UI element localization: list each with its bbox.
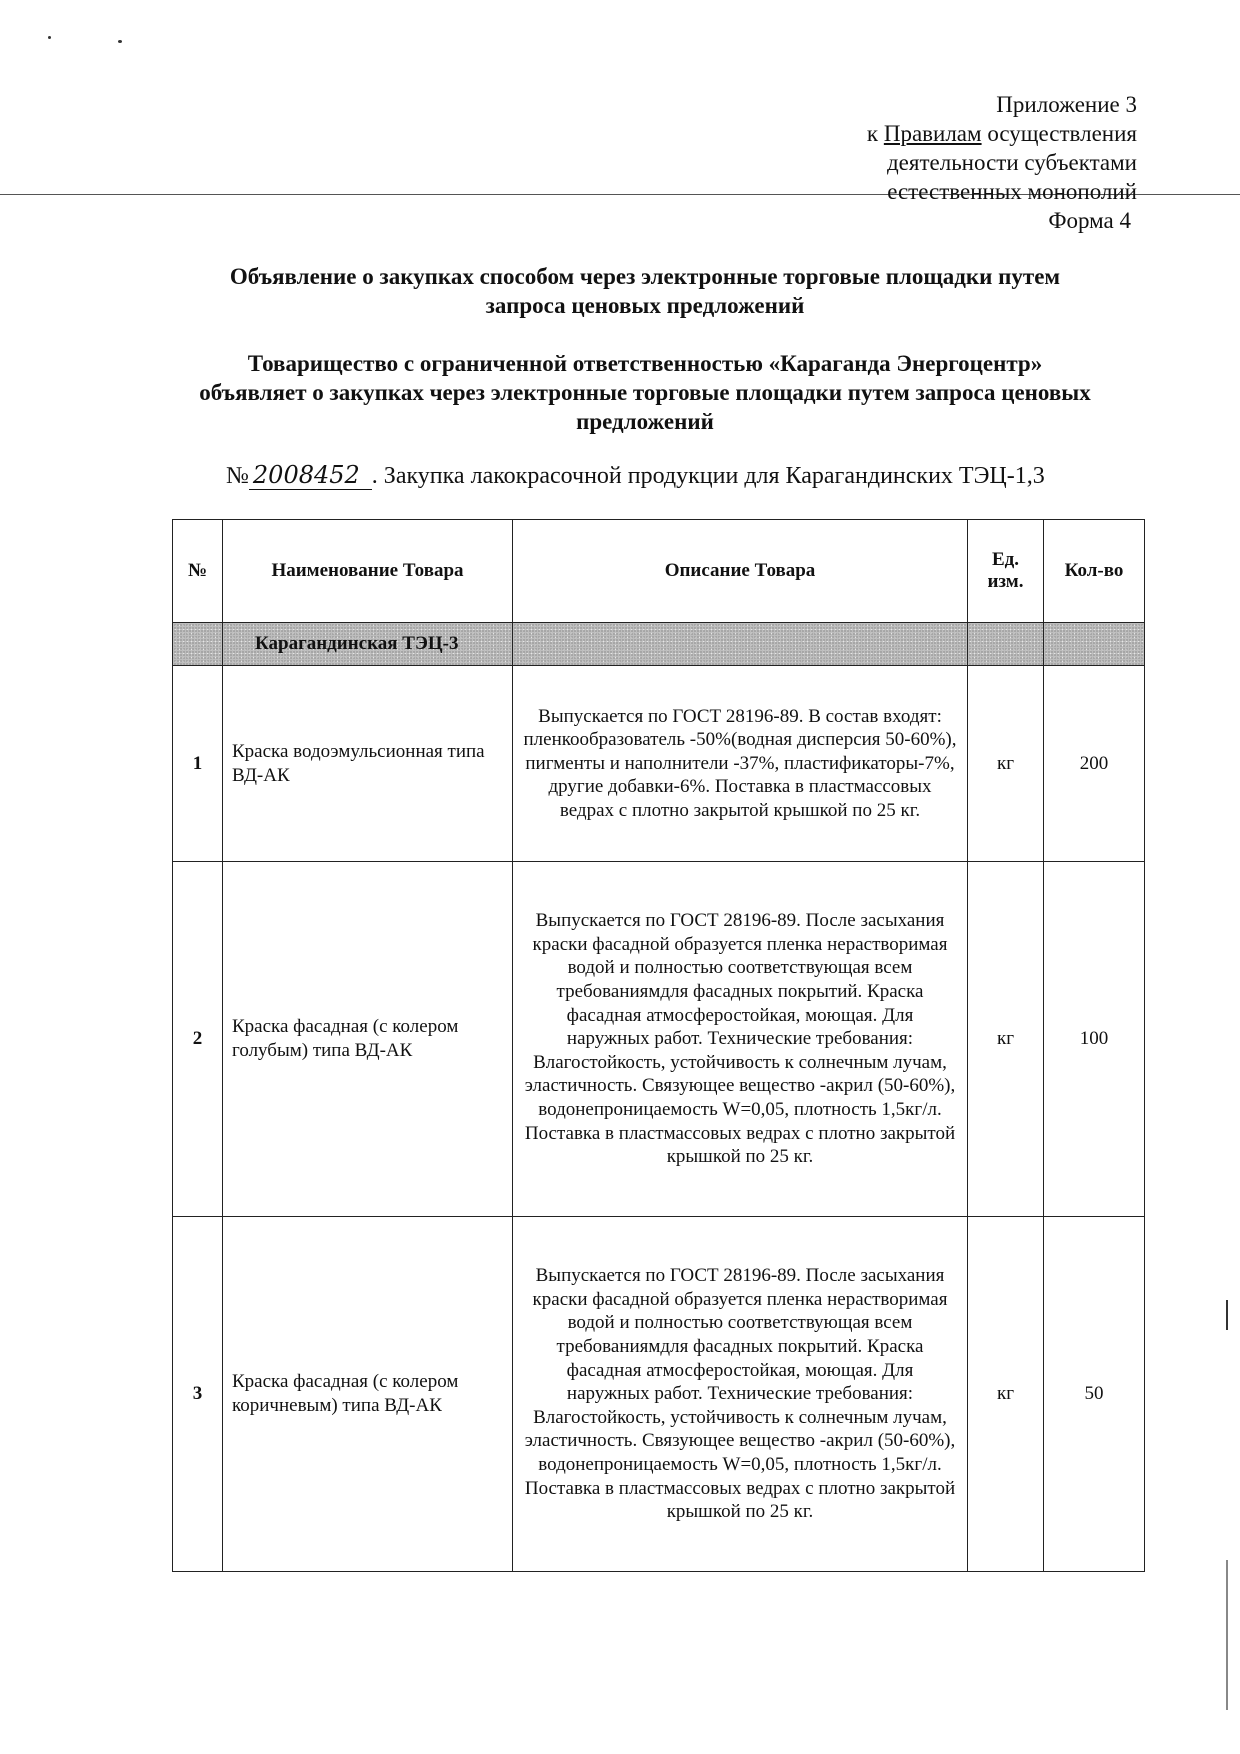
- header-description: Описание Товара: [513, 520, 968, 623]
- table-row: [173, 1217, 1145, 1572]
- table-row: [173, 666, 1145, 862]
- product-description: Выпускается по ГОСТ 28196-89. После засыхания краски фасадной образуется пленка нерастворимая водой и полностью соответствующая всем требованиямдля фасадных покрытий. Краска фасадная атмосферостойкая, моющая. Для наружных работ. Технические требования: Влагостойкость, устойчивость к солнечным лучам, эластичность. Связующее вещество -акрил (50-60%), водонепроницаемость W=0,05, плотность 1,5кг/л. Поставка в пластмассовых ведрах с плотно закрытой крышкой по 25 кг.: [513, 862, 968, 1217]
- header-unit-line: изм.: [987, 571, 1024, 592]
- section-cell: [173, 623, 223, 666]
- appendix-line: Приложение 3: [996, 92, 1137, 117]
- product-name: Краска фасадная (с колером коричневым) типа ВД-АК: [223, 1217, 513, 1572]
- scan-speck: [1226, 1560, 1228, 1710]
- quantity: 50: [1044, 1217, 1145, 1572]
- section-cell: [513, 623, 968, 666]
- subtitle-line: объявляет о закупках через электронные торговые площадки путем запроса ценовых: [199, 380, 1091, 405]
- section-cell: [1044, 623, 1145, 666]
- quantity: 100: [1044, 862, 1145, 1217]
- appendix-prefix: к: [866, 121, 884, 146]
- product-name: Краска фасадная (с колером голубым) типа ВД-АК: [223, 862, 513, 1217]
- header-unit-line: Ед.: [991, 549, 1020, 570]
- header-name: Наименование Товара: [223, 520, 513, 623]
- section-cell: [223, 623, 513, 666]
- title-line: Объявление о закупках способом через электронные торговые площадки путем: [229, 264, 1061, 289]
- appendix-line: [867, 119, 1137, 148]
- row-number: 1: [173, 666, 223, 862]
- appendix-reference: [867, 90, 1137, 235]
- document-title: [150, 262, 1140, 320]
- purchase-line: [226, 461, 1045, 490]
- product-description: Выпускается по ГОСТ 28196-89. После засыхания краски фасадной образуется пленка нерастворимая водой и полностью соответствующая всем требованиямдля фасадных покрытий. Краска фасадная атмосферостойкая, моющая. Для наружных работ. Технические требования: Влагостойкость, устойчивость к солнечным лучам, эластичность. Связующее вещество -акрил (50-60%), водонепроницаемость W=0,05, плотность 1,5кг/л. Поставка в пластмассовых ведрах с плотно закрытой крышкой по 25 кг.: [513, 1217, 968, 1572]
- subtitle-line: предложений: [576, 409, 714, 434]
- section-cell: [968, 623, 1044, 666]
- appendix-suffix: осуществления: [981, 121, 1137, 146]
- title-line: запроса ценовых предложений: [485, 293, 805, 318]
- unit: кг: [968, 862, 1044, 1217]
- table-row: [173, 862, 1145, 1217]
- rules-link[interactable]: Правилам: [883, 121, 982, 146]
- number-sign: №: [226, 463, 249, 489]
- table-header-row: [173, 520, 1145, 623]
- goods-table: [172, 519, 1145, 1572]
- header-no: №: [173, 520, 223, 623]
- appendix-line: деятельности субъектами: [886, 150, 1137, 175]
- appendix-line: естественных монополий: [887, 179, 1137, 204]
- purchase-title: . Закупка лакокрасочной продукции для Карагандинских ТЭЦ-1,3: [371, 463, 1045, 489]
- header-qty: Кол-во: [1044, 520, 1145, 623]
- header-unit: [968, 520, 1044, 623]
- form-label: Форма 4: [1048, 208, 1131, 233]
- product-description: Выпускается по ГОСТ 28196-89. В состав входят: пленкообразователь -50%(водная дисперсия 50-60%), пигменты и наполнители -37%, пластификаторы-7%, другие добавки-6%. Поставка в пластмассовых ведрах с плотно закрытой крышкой по 25 кг.: [513, 666, 968, 862]
- section-row: [173, 623, 1145, 666]
- row-number: 2: [173, 862, 223, 1217]
- subtitle-line: Товарищество с ограниченной ответственностью «Караганда Энергоцентр»: [247, 351, 1043, 376]
- purchase-number: 2008452: [249, 461, 372, 490]
- unit: кг: [968, 1217, 1044, 1572]
- quantity: 200: [1044, 666, 1145, 862]
- scan-speck: [48, 36, 51, 39]
- section-label: Карагандинская ТЭЦ-3: [255, 633, 459, 654]
- organizer-announcement: [150, 349, 1140, 436]
- row-number: 3: [173, 1217, 223, 1572]
- scan-speck: [1226, 1300, 1228, 1330]
- product-name: Краска водоэмульсионная типа ВД-АК: [223, 666, 513, 862]
- scan-speck: [118, 40, 122, 43]
- unit: кг: [968, 666, 1044, 862]
